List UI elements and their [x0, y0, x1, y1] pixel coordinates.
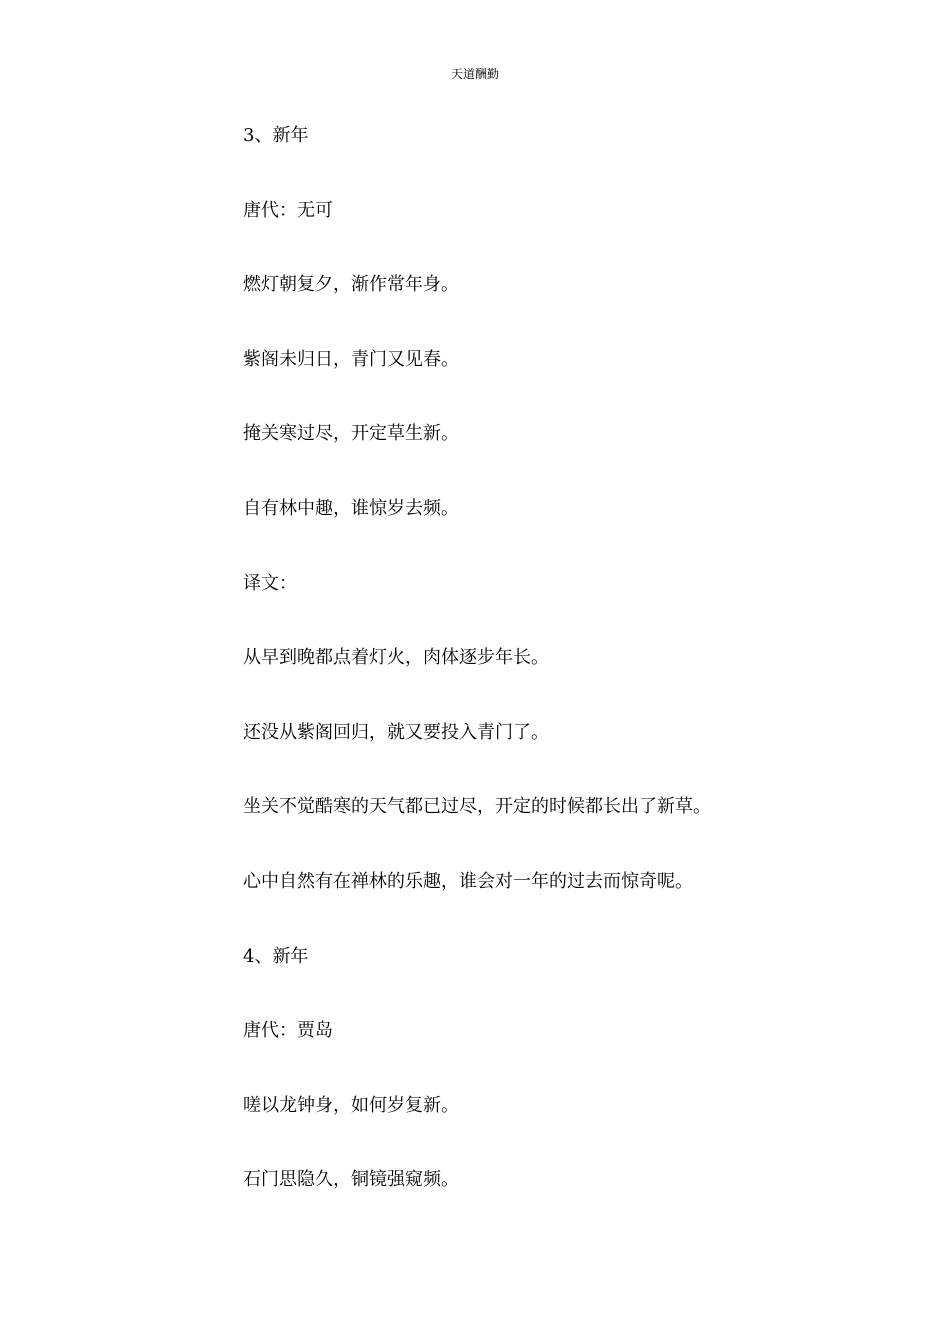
poem-line: 掩关寒过尽，开定草生新。: [243, 423, 459, 445]
translation-line: 坐关不觉酷寒的天气都已过尽，开定的时候都长出了新草。: [243, 796, 711, 818]
translation-line: 心中自然有在禅林的乐趣，谁会对一年的过去而惊奇呢。: [243, 870, 693, 892]
section-heading: 3、新年: [243, 125, 309, 146]
poem-line: 石门思隐久，铜镜强窥频。: [243, 1169, 459, 1191]
poem-line: 嗟以龙钟身，如何岁复新。: [243, 1094, 459, 1116]
poem-author: 唐代：贾岛: [243, 1020, 333, 1042]
poem-line: 自有林中趣，谁惊岁去频。: [243, 497, 459, 519]
translation-label: 译文：: [243, 572, 297, 594]
document-body: [243, 122, 803, 1241]
poem-author: 唐代：无可: [243, 199, 333, 221]
section-heading: 4、新年: [243, 945, 309, 967]
translation-line: 从早到晚都点着灯火，肉体逐步年长。: [243, 647, 549, 669]
poem-line: 紫阁未归日，青门又见春。: [243, 348, 459, 370]
translation-line: 还没从紫阁回归，就又要投入青门了。: [243, 721, 549, 743]
page-header: 天道酬勤: [450, 67, 499, 81]
poem-line: 燃灯朝复夕，渐作常年身。: [243, 274, 459, 296]
